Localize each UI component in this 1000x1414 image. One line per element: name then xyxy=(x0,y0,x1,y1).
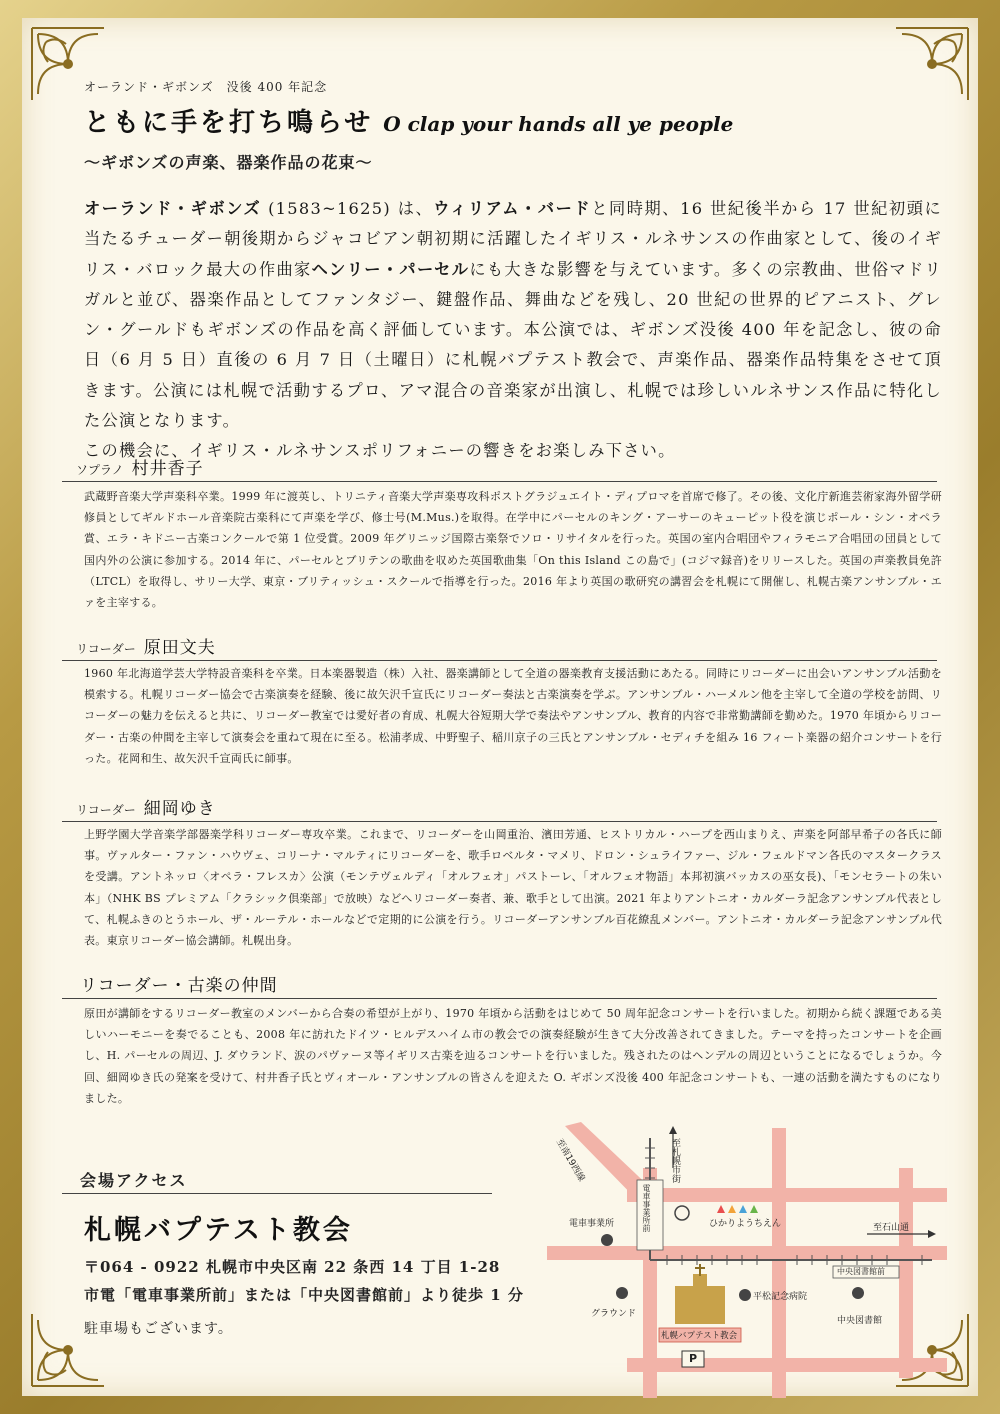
performer-heading xyxy=(62,633,937,661)
ensemble-heading xyxy=(62,971,937,999)
title xyxy=(84,102,733,139)
performer-bio: 1960 年北海道学芸大学特設音楽科を卒業。日本楽器製造（株）入社、器楽講師として全道の器楽教育支援活動にあたる。同時にリコーダーに出会いアンサンブル活動を模索する。札幌リコーダー協会で古楽演奏を経験、後に故矢沢千宣氏にリコーダー奏法と古楽演奏を学ぶ。アンサンブル・ハーメルン他を主宰して全道の学校を訪問、リコーダーの魅力を伝えると共に、リコーダー教室では愛好者の育成、札幌大谷短期大学で奏法やアンサンブル、教育的内容で非常勤講師を勤めた。1970 年頃からリコーダー・古楽の仲間を主宰して演奏会を重ねて現在に至る。松浦孝成、中野聖子、稲川京子の三氏とアンサンブル・セディチを組み 16 フィート楽器の紹介コンサートを行った。花岡和生、故矢沢千宣両氏に師事。 xyxy=(84,667,942,765)
title-ja: ともに手を打ち鳴らせ xyxy=(84,108,374,138)
map-parking-icon: P xyxy=(689,1352,698,1365)
venue-directions: 市電「電車事業所前」または「中央図書館前」より徒歩 1 分 xyxy=(84,1286,524,1304)
map-ground-label: グラウンド xyxy=(591,1309,637,1319)
ensemble-name: リコーダー・古楽の仲間 xyxy=(80,976,278,996)
intro-segment: にも大きな影響を与えています。多くの宗教曲、世俗マドリガルと並び、器楽作品としてファンタジー、鍵盤作品、舞曲などを残し、20 世紀の世界的ピアニスト、グレン・グールドもギボンズの作品を高く評価しています。本公演では、ギボンズ没後 400 年を記念し、彼の命日（6 月 5 日）直後の 6 月 7 日（土曜日）に札幌バプテスト教会で、声楽作品、器楽作品特集をさせて頂きます。公演には札幌で活動するプロ、アマ混合の音楽家が出演し、札幌では珍しいルネサンス作品に特化した公演となります。 xyxy=(84,259,942,431)
intro-closing: この機会に、イギリス・ルネサンスポリフォニーの響きをお楽しみ下さい。 xyxy=(84,441,676,461)
access-label: 会場アクセス xyxy=(80,1171,188,1190)
performer-heading xyxy=(62,794,937,822)
intro-segment: (1583~1625) は、 xyxy=(261,199,434,218)
map-hospital-label: 平松記念病院 xyxy=(753,1292,808,1302)
map-kindergarten-label: ひかりようちえん xyxy=(709,1219,782,1229)
performer-name: 村井香子 xyxy=(131,459,204,479)
subtitle: ～ギボンズの声楽、器楽作品の花束～ xyxy=(84,153,373,172)
map-library-label: 中央図書館 xyxy=(837,1316,883,1326)
venue-name: 札幌バプテスト教会 xyxy=(84,1215,353,1246)
performer-name: 細岡ゆき xyxy=(143,799,216,819)
intro-purcell-name: ヘンリー・パーセル xyxy=(311,259,470,279)
access-map xyxy=(547,1108,947,1398)
performer-heading xyxy=(62,454,937,482)
ornament-corner-icon xyxy=(892,24,972,104)
parking-note: 駐車場もございます。 xyxy=(84,1321,233,1337)
map-roads xyxy=(547,1108,947,1398)
map-sapporo-label: 至札幌市街 xyxy=(670,1138,680,1183)
performer-role: ソプラノ xyxy=(76,463,124,477)
map-ishiyama-label: 至石山通 xyxy=(873,1223,910,1233)
map-tram-stop-label: 電車事業所前 xyxy=(642,1184,651,1232)
map-church-label: 札幌バプテスト教会 xyxy=(661,1331,738,1341)
map-library-stop-label: 中央図書館前 xyxy=(837,1267,885,1276)
paper-sheet xyxy=(22,18,978,1396)
intro-segment: と同時期、16 世紀後半から 17 世紀初頭に当たるチューダー朝後期からジャコビアン朝初期に活躍したイギリス・ルネサンスの作曲家として、後のイギリス・バロック最大の作曲家 xyxy=(84,199,943,279)
title-en: O clap your hands all ye people xyxy=(383,112,734,136)
performer-bio: 上野学園大学音楽学部器楽学科リコーダー専攻卒業。これまで、リコーダーを山岡重治、濱田芳通、ヒストリカル・ハープを西山まりえ、声楽を阿部早希子の各氏に師事。ヴァルター・ファン・ハウヴェ、コリーナ・マルティにリコーダーを、歌手ロベルタ・マメリ、ドロン・シュライファー、ジル・フェルドマン各氏のマスタークラスを受講。アントネッロ〈オペラ・フレスカ〉公演（モンテヴェルディ「オルフェオ」パストーレ、「オルフェオ物語」本邦初演バッカスの巫女長)、「モンセラートの朱い本」（NHK BS プレミアム「クラシック倶楽部」で放映）などへリコーダー奏者、兼、歌手として出演。2021 年よりアントニオ・カルダーラ記念アンサンブル代表として、札幌ふきのとうホール、ザ・ルーテル・ホールなどで定期的に公演を行う。リコーダーアンサンブル百花繚乱メンバー。アントニオ・カルダーラ記念アンサンブル代表。東京リコーダー協会講師。札幌出身。 xyxy=(84,828,942,948)
intro-byrd-name: ウィリアム・バード xyxy=(433,199,592,218)
map-tram-depot-label: 電車事業所 xyxy=(569,1219,615,1229)
access-heading xyxy=(62,1168,492,1194)
anniversary-label: オーランド・ギボンズ 没後 400 年記念 xyxy=(84,80,328,94)
map-route-label: 至南19西線 xyxy=(553,1137,587,1184)
intro-composer-name: オーランド・ギボンズ xyxy=(84,199,262,218)
performer-role: リコーダー xyxy=(76,803,136,817)
intro-text xyxy=(84,194,942,467)
performer-name: 原田文夫 xyxy=(143,638,216,658)
performer-bio: 武蔵野音楽大学声楽科卒業。1999 年に渡英し、トリニティ音楽大学声楽専攻科ポストグラジュエイト・ディプロマを首席で修了。その後、文化庁新進芸術家海外留学研修員としてギルドホール音楽院古楽科にて声楽を学び、修士号(M.Mus.)を取得。在学中にパーセルのキング・アーサーのキューピット役を演じポール・シン・オペラ賞、エラ・キドニー古楽コンクールで第 1 位受賞。2009 年グリニッジ国際古楽祭でソロ・リサイタルを行った。英国の室内合唱団やフィラモニア合唱団の団員として国内外の公演に参加する。2014 年に、パーセルとブリテンの歌曲を収めた英国歌曲集「On this Island この島で」(コジマ録音)をリリースした。英国の声楽教員免許（LTCL）を取得し、サリー大学、東京・ブリティッシュ・スクールで指導を行った。2016 年より英国の歌研究の講習会を札幌にて開催し、札幌古楽アンサンブル・エァを主宰する。 xyxy=(84,490,942,610)
venue-address: 〒064 - 0922 札幌市中央区南 22 条西 14 丁目 1-28 xyxy=(84,1258,501,1276)
ensemble-text: 原田が講師をするリコーダー教室のメンバーから合奏の希望が上がり、1970 年頃から活動をはじめて 50 周年記念コンサートを行いました。初期から続く課題である美しいハーモニーを奏でることも、2008 年に訪れたドイツ・ヒルデスハイム市の教会での演奏経験が生きて大分改善されてきました。テーマを持ったコンサートを企画し、H. パーセルの周辺、J. ダウランド、涙のパヴァーヌ等イギリス古楽を辿るコンサートを行いました。残されたのはヘンデルの周辺ということになるでしょうか。今回、細岡ゆき氏の発案を受けて、村井香子氏とヴィオール・アンサンブルの皆さんを迎えた O. ギボンズ没後 400 年記念コンサートも、一連の活動を満たすものになりました。 xyxy=(84,1007,942,1105)
performer-role: リコーダー xyxy=(76,642,136,656)
